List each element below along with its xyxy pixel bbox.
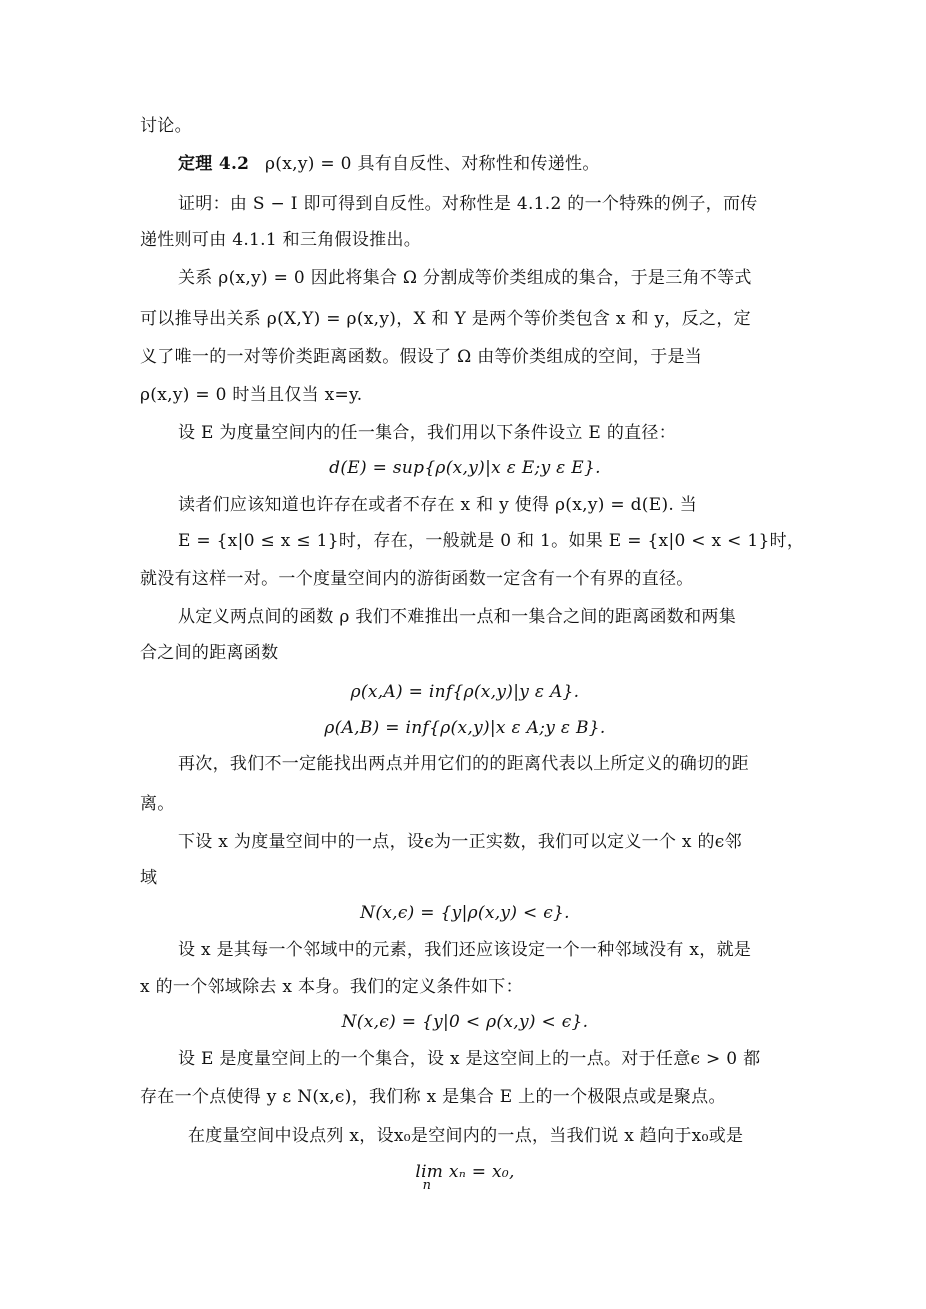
theorem-line (178, 152, 790, 176)
text-line: 从定义两点间的函数 ρ 我们不难推出一点和一集合之间的距离函数和两集 (178, 607, 736, 627)
text-line: 关系 ρ(x,y) = 0 因此将集合 Ω 分割成等价类组成的集合，于是三角不等式 (178, 268, 752, 288)
neighborhood-formula: N(x,ϵ) = {y|ρ(x,y) < ϵ}. (360, 903, 570, 923)
text-line: 存在一个点使得 y ε N(x,ϵ)，我们称 x 是集合 E 上的一个极限点或是聚点。 (140, 1087, 726, 1107)
text-line: 义了唯一的一对等价类距离函数。假设了 Ω 由等价类组成的空间，于是当 (140, 347, 703, 367)
diameter-formula: d(E) = sup{ρ(x,y)|x ε E;y ε E}. (329, 458, 601, 478)
text-line: 合之间的距离函数 (140, 643, 279, 663)
point-set-distance-formula: ρ(x,A) = inf{ρ(x,y)|y ε A}. (350, 682, 580, 702)
text-line: 设 x 是其每一个邻域中的元素，我们还应该设定一个一种邻域没有 x，就是 (178, 940, 752, 960)
deleted-neighborhood-formula: N(x,ϵ) = {y|0 < ρ(x,y) < ϵ}. (341, 1012, 589, 1032)
text-line: 在度量空间中设点列 x，设x₀是空间内的一点，当我们说 x 趋向于x₀或是 (188, 1126, 744, 1146)
text-line: ρ(x,y) = 0 时当且仅当 x=y. (140, 385, 363, 405)
limit-formula: lim xₙ = x₀, (415, 1162, 515, 1182)
theorem-statement: ρ(x,y) = 0 具有自反性、对称性和传递性。 (265, 154, 600, 174)
text-line: 下设 x 为度量空间中的一点，设ϵ为一正实数，我们可以定义一个 x 的ϵ邻 (178, 832, 742, 852)
text-line: 递性则可由 4.1.1 和三角假设推出。 (140, 230, 422, 250)
text-line: 就没有这样一对。一个度量空间内的游街函数一定含有一个有界的直径。 (140, 569, 694, 589)
text-line: 证明：由 S − I 即可得到自反性。对称性是 4.1.2 的一个特殊的例子，而传 (178, 194, 758, 214)
theorem-label: 定理 4.2 (178, 154, 250, 174)
text-line: 离。 (140, 794, 175, 814)
text-line: 设 E 是度量空间上的一个集合，设 x 是这空间上的一点。对于任意ϵ > 0 都 (178, 1049, 761, 1069)
set-set-distance-formula: ρ(A,B) = inf{ρ(x,y)|x ε A;y ε B}. (324, 718, 606, 738)
text-line: 域 (140, 868, 158, 888)
text-line: 读者们应该知道也许存在或者不存在 x 和 y 使得 ρ(x,y) = d(E). 当 (178, 495, 698, 515)
text-line: 再次，我们不一定能找出两点并用它们的的距离代表以上所定义的确切的距 (178, 754, 749, 774)
text-line: 设 E 为度量空间内的任一集合，我们用以下条件设立 E 的直径： (178, 423, 677, 443)
limit-subscript: n (422, 1178, 432, 1193)
text-line: 可以推导出关系 ρ(X,Y) = ρ(x,y)，X 和 Y 是两个等价类包含 x 和 y，反之，定 (140, 309, 751, 329)
text-line: x 的一个邻域除去 x 本身。我们的定义条件如下： (140, 977, 523, 997)
text-line: 讨论。 (140, 116, 192, 136)
text-line: E = {x|0 ≤ x ≤ 1}时，存在，一般就是 0 和 1。如果 E = {x|0 < x < 1}时， (178, 531, 805, 551)
